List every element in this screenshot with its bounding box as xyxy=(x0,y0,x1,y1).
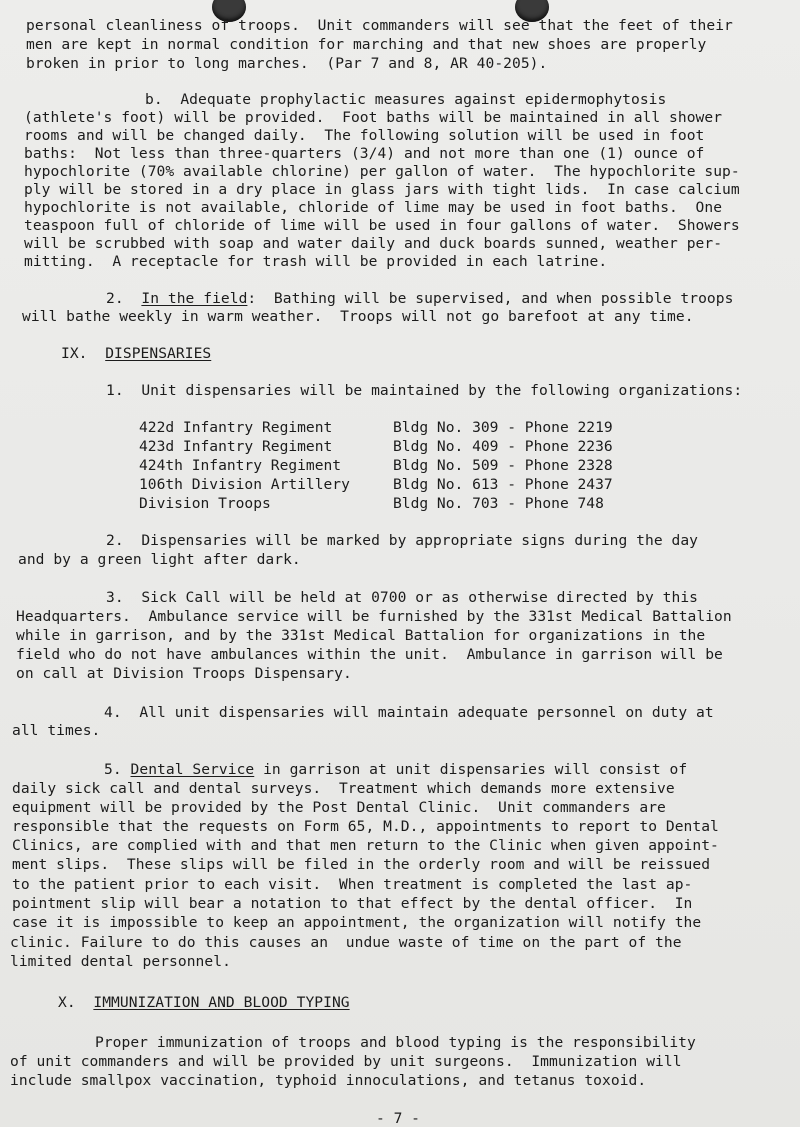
text-line: broken in prior to long marches. (Par 7 and 8, AR 40-205). xyxy=(26,55,548,72)
ix-5-line: case it is impossible to keep an appointment, the organization will notify the xyxy=(12,914,702,931)
section-heading xyxy=(58,994,350,1012)
x-paragraph-line: Proper immunization of troops and blood typing is the responsibility xyxy=(95,1034,696,1051)
section-number: X. xyxy=(58,994,76,1011)
ix-2-line: and by a green light after dark. xyxy=(18,551,301,568)
ix-5-line xyxy=(104,761,687,779)
paragraph-b-line: ply will be stored in a dry place in glass jars with tight lids. In case calcium xyxy=(24,181,740,198)
building: Bldg No. 703 xyxy=(393,495,499,512)
field-paragraph-line xyxy=(106,290,733,308)
table-row: 422d Infantry Regiment Bldg No. 309 - Phone 2219 xyxy=(139,419,613,436)
ix-5-line: limited dental personnel. xyxy=(10,953,231,970)
phone: Phone 2236 xyxy=(524,438,613,455)
org-name: 106th Division Artillery xyxy=(139,476,350,493)
ix-5-line: clinic. Failure to do this causes an undue waste of time on the part of the xyxy=(10,934,682,951)
field-heading: In the field xyxy=(141,290,248,307)
paragraph-b-line: (athlete's foot) will be provided. Foot baths will be maintained in all shower xyxy=(24,109,723,126)
text-line: personal cleanliness of troops. Unit commanders will see that the feet of their xyxy=(26,17,733,34)
table-row: 424th Infantry Regiment Bldg No. 509 - Phone 2328 xyxy=(139,457,613,474)
ix-4-line: 4. All unit dispensaries will maintain adequate personnel on duty at xyxy=(104,704,714,721)
building: Bldg No. 409 xyxy=(393,438,499,455)
dental-text: in garrison at unit dispensaries will consist of xyxy=(254,761,688,778)
ix-5-line: responsible that the requests on Form 65, M.D., appointments to report to Dental xyxy=(12,818,719,835)
paragraph-b-line: rooms and will be changed daily. The following solution will be used in foot xyxy=(24,127,705,144)
paragraph-b-line: will be scrubbed with soap and water daily and duck boards sunned, weather per- xyxy=(24,235,723,252)
table-row: 423d Infantry Regiment Bldg No. 409 - Phone 2236 xyxy=(139,438,613,455)
table-row: 106th Division Artillery Bldg No. 613 - Phone 2437 xyxy=(139,476,613,493)
field-paragraph-line: will bathe weekly in warm weather. Troops will not go barefoot at any time. xyxy=(22,308,694,325)
phone: Phone 2219 xyxy=(524,419,613,436)
org-name: Division Troops xyxy=(139,495,271,512)
table-row: Division Troops Bldg No. 703 - Phone 748 xyxy=(139,495,604,512)
field-text: : Bathing will be supervised, and when possible troops xyxy=(247,290,734,307)
phone: Phone 2437 xyxy=(524,476,613,493)
paragraph-b-line: hypochlorite (70% available chlorine) per gallon of water. The hypochlorite sup- xyxy=(24,163,740,180)
org-name: 422d Infantry Regiment xyxy=(139,419,333,436)
section-number: IX. xyxy=(61,345,88,362)
building: Bldg No. 613 xyxy=(393,476,499,493)
ix-5-line: Clinics, are complied with and that men return to the Clinic when given appoint- xyxy=(12,837,719,854)
ix-3-line: Headquarters. Ambulance service will be furnished by the 331st Medical Battalion xyxy=(16,608,732,625)
ix-5-line: equipment will be provided by the Post Dental Clinic. Unit commanders are xyxy=(12,799,666,816)
ix-3-line: on call at Division Troops Dispensary. xyxy=(16,665,352,682)
ix-5-line: daily sick call and dental surveys. Treatment which demands more extensive xyxy=(12,780,675,797)
page-number: - 7 - xyxy=(376,1110,420,1127)
dental-number: 5. xyxy=(104,761,122,778)
ix-5-line: pointment slip will bear a notation to that effect by the dental officer. In xyxy=(12,895,693,912)
org-name: 423d Infantry Regiment xyxy=(139,438,333,455)
field-number: 2. xyxy=(106,290,124,307)
paragraph-b-line: baths: Not less than three-quarters (3/4) and not more than one (1) ounce of xyxy=(24,145,705,162)
phone: Phone 748 xyxy=(524,495,604,512)
phone: Phone 2328 xyxy=(524,457,613,474)
org-name: 424th Infantry Regiment xyxy=(139,457,342,474)
dental-heading: Dental Service xyxy=(130,761,255,778)
paragraph-b-line: hypochlorite is not available, chloride of lime may be used in foot baths. One xyxy=(24,199,723,216)
ix-3-line: field who do not have ambulances within the unit. Ambulance in garrison will be xyxy=(16,646,723,663)
section-title: IMMUNIZATION AND BLOOD TYPING xyxy=(93,994,350,1011)
ix-2-line: 2. Dispensaries will be marked by appropriate signs during the day xyxy=(106,532,699,549)
section-heading xyxy=(61,345,211,363)
x-paragraph-line: of unit commanders and will be provided by unit surgeons. Immunization will xyxy=(10,1053,682,1070)
paragraph-b-line: teaspoon full of chloride of lime will be used in four gallons of water. Showers xyxy=(24,217,740,234)
section-title: DISPENSARIES xyxy=(105,345,212,362)
building: Bldg No. 309 xyxy=(393,419,499,436)
paragraph-b-line: b. Adequate prophylactic measures against epidermophytosis xyxy=(145,91,667,108)
ix-1-line: 1. Unit dispensaries will be maintained by the following organizations: xyxy=(106,382,743,399)
paragraph-b-line: mitting. A receptacle for trash will be provided in each latrine. xyxy=(24,253,608,270)
ix-3-line: 3. Sick Call will be held at 0700 or as otherwise directed by this xyxy=(106,589,699,606)
text-line: men are kept in normal condition for marching and that new shoes are properly xyxy=(26,36,707,53)
x-paragraph-line: include smallpox vaccination, typhoid innoculations, and tetanus toxoid. xyxy=(10,1072,647,1089)
ix-5-line: ment slips. These slips will be filed in the orderly room and will be reissued xyxy=(12,856,711,873)
building: Bldg No. 509 xyxy=(393,457,499,474)
ix-5-line: to the patient prior to each visit. When treatment is completed the last ap- xyxy=(12,876,693,893)
ix-3-line: while in garrison, and by the 331st Medical Battalion for organizations in the xyxy=(16,627,706,644)
ix-4-line: all times. xyxy=(12,722,101,739)
